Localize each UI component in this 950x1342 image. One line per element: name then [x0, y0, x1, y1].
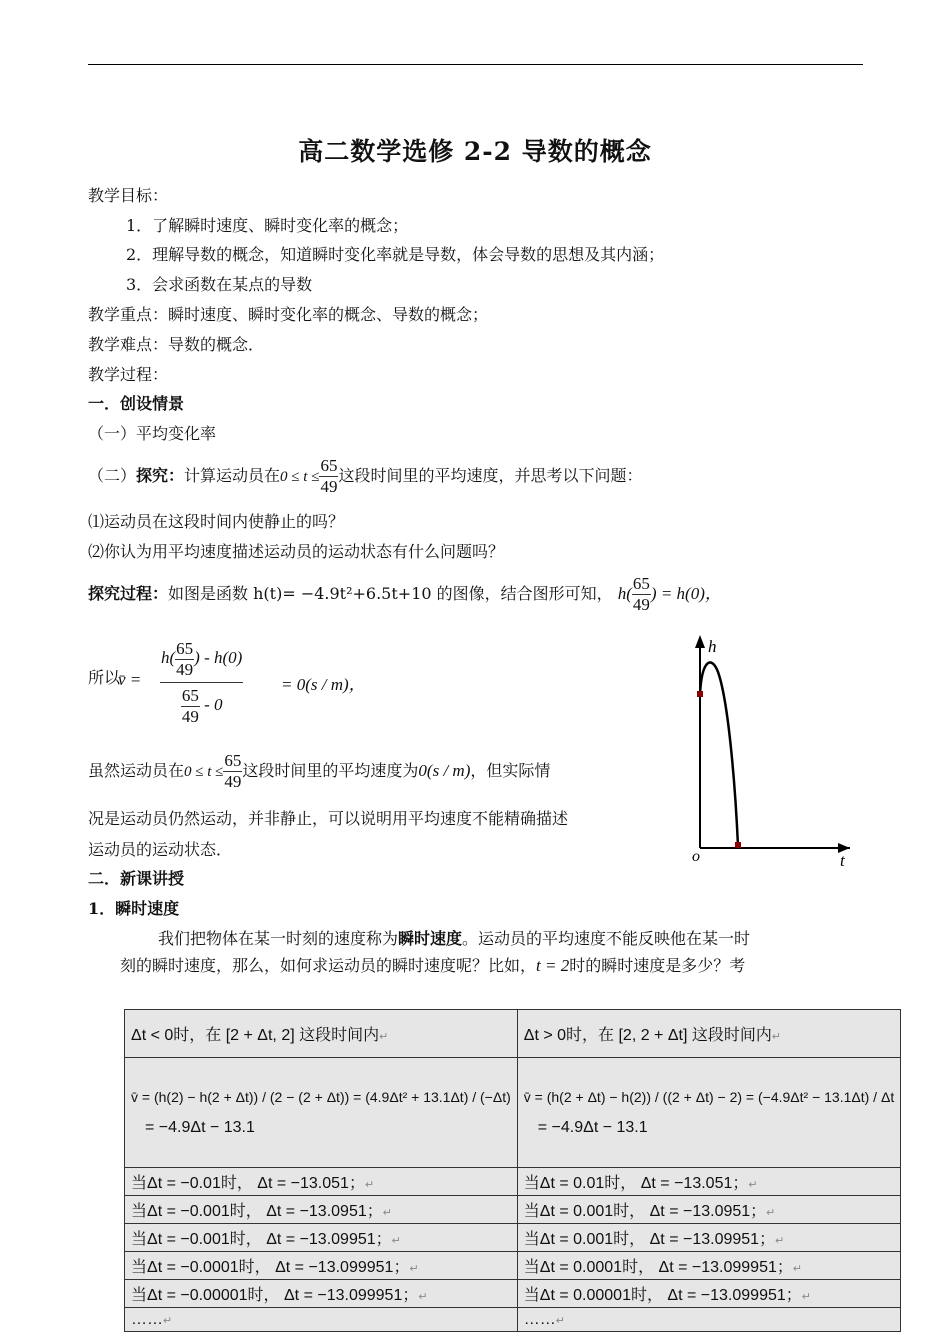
paragraph-line-1: 我们把物体在某一时刻的速度称为瞬时速度。运动员的平均速度不能反映他在某一时	[158, 929, 751, 948]
table-row: 当Δt = −0.001时， Δt = −13.09951；↵ 当Δt = 0.001时， Δt = −13.09951；↵	[125, 1224, 901, 1252]
although-line: 虽然运动员在0 ≤ t ≤ $\frac{65}{49}$ 这段时间里的平均速度为0(s / m)，但实际情	[88, 751, 551, 791]
origin-label: o	[692, 848, 700, 865]
table-row: ……↵ ……↵	[125, 1308, 901, 1332]
table-row: 当Δt = −0.01时， Δt = −13.051；↵ 当Δt = 0.01时， Δt = −13.051；↵	[125, 1168, 901, 1196]
formula-right: v̄ = (h(2 + Δt) − h(2)) / ((2 + Δt) − 2) = (−4.9Δt² − 13.1Δt) / Δt = −4.9Δt − 13.1	[517, 1058, 900, 1168]
paragraph-line-2: 刻的瞬时速度，那么，如何求运动员的瞬时速度呢？比如，t = 2时的瞬时速度是多少？考	[120, 956, 746, 975]
although-line-3: 运动员的运动状态．	[88, 840, 233, 859]
fraction-65-49: $\frac{65}{49}$	[632, 574, 650, 614]
sub2-prefix: （二）	[88, 466, 137, 485]
fraction-65-49: $\frac{65}{49}$	[224, 751, 242, 791]
process-heading: 教学过程：	[88, 365, 169, 384]
table-header: Δt < 0时，在 [2 + Δt, 2] 这段时间内↵	[125, 1010, 518, 1058]
question-1: ⑴运动员在这段时间内使静止的吗？	[88, 512, 345, 531]
explore-label: 探究过程：	[88, 584, 169, 603]
sub2-text: 计算运动员在	[184, 466, 281, 485]
height-time-graph	[680, 630, 860, 875]
sub2-suffix: 这段时间里的平均速度，并思考以下问题：	[338, 466, 643, 485]
objectives-heading: 教学目标：	[88, 186, 169, 205]
height-curve	[700, 662, 738, 846]
average-velocity-fraction: h( $\frac{65}{49}$ ) - h(0) $\frac{65}{49}$ - 0	[160, 636, 243, 727]
objective-item: 2．理解导数的概念，知道瞬时变化率就是导数，体会导数的思想及其内涵；	[126, 245, 665, 264]
instant-velocity-table	[124, 1009, 901, 1332]
table-header: Δt > 0时，在 [2, 2 + Δt] 这段时间内↵	[517, 1010, 900, 1058]
instant-velocity-heading: 1．瞬时速度	[88, 899, 180, 918]
vbar: v̄ =	[118, 670, 142, 689]
sub2-bold: 探究：	[136, 466, 185, 485]
result: = 0(s / m)，	[281, 675, 366, 694]
explore-text: 如图是函数 h(t)= −4.9t²+6.5t+10 的图像，结合图形可知，	[168, 584, 613, 603]
table-header-row	[125, 1010, 901, 1058]
page-title: 高二数学选修 2-2 导数的概念	[298, 137, 652, 166]
objective-item: 1．了解瞬时速度、瞬时变化率的概念；	[126, 216, 409, 235]
section1-heading: 一．创设情景	[88, 394, 185, 413]
explore-process-line: 探究过程：如图是函数 h(t)= −4.9t²+6.5t+10 的图像，结合图形可知， h( $\frac{65}{49}$ ) = h(0)，	[88, 574, 722, 614]
h-axis-label: h	[708, 637, 717, 656]
start-point	[697, 691, 703, 697]
sub-average-rate: （一）平均变化率	[88, 424, 217, 443]
question-2: ⑵你认为用平均速度描述运动员的运动状态有什么问题吗？	[88, 542, 505, 561]
although-line-2: 况是运动员仍然运动，并非静止，可以说明用平均速度不能精确描述	[88, 809, 569, 828]
end-point	[735, 842, 741, 848]
key-points: 教学重点：瞬时速度、瞬时变化率的概念、导数的概念；	[88, 305, 489, 324]
table-row: 当Δt = −0.001时， Δt = −13.0951；↵ 当Δt = 0.001时， Δt = −13.0951；↵	[125, 1196, 901, 1224]
so-label: 所以	[88, 668, 121, 687]
difficulty: 教学难点：导数的概念．	[88, 335, 265, 354]
t-axis-label: t	[840, 851, 845, 870]
table-formula-row	[125, 1058, 901, 1168]
header-rule	[88, 64, 863, 65]
h-axis-arrow	[695, 635, 705, 648]
inequality: 0 ≤ t ≤	[280, 469, 320, 485]
formula-left: v̄ = (h(2) − h(2 + Δt)) / (2 − (2 + Δt)) = (4.9Δt² + 13.1Δt) / (−Δt) = −4.9Δt − 13.1	[125, 1058, 518, 1168]
objective-item: 3．会求函数在某点的导数	[126, 275, 313, 294]
table-row: 当Δt = −0.0001时， Δt = −13.099951；↵ 当Δt = 0.0001时， Δt = −13.099951；↵	[125, 1252, 901, 1280]
table-row: 当Δt = −0.00001时， Δt = −13.099951；↵ 当Δt = 0.00001时， Δt = −13.099951；↵	[125, 1280, 901, 1308]
fraction-65-49: $\frac{65}{49}$	[320, 456, 338, 496]
section2-heading: 二．新课讲授	[88, 869, 185, 888]
explore-line	[88, 455, 642, 498]
